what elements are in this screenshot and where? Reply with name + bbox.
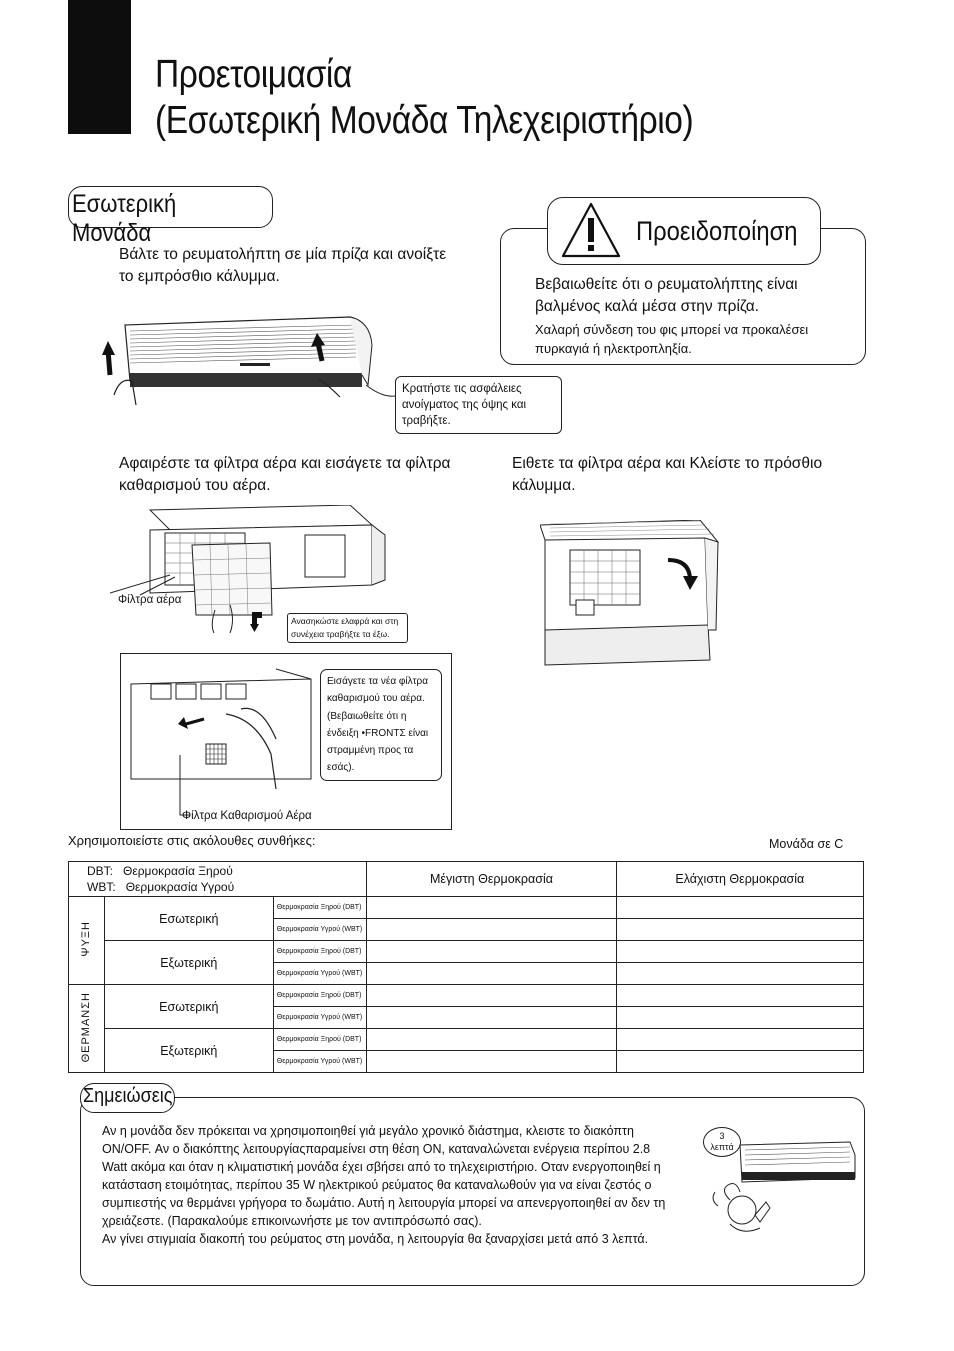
notes-paragraph-1: Αν η μονάδα δεν πρόκειται να χρησιμοποιηθεί γιά μεγάλο χρονικό διάστημα, κλειστε το διακόπτη ON/OFF. Αν ο διακόπτης λειτουργίαςπαραμείνει στη θέση ON, καταναλώνεται ενέργεια περίπου 2.8 Watt ακόμα και όταν η κλιματιστική μονάδα έχει σβήσει από το τηλεχειριστήριο. Οταν ενεργοποιηθεί η κατάσταση ετοιμότητας, περίπου 35 W ηλεκτρικού ρεύματος θα καταναλωθούν για να είναι ζεστός ο συμπιεστής να θερμάνει γρήγορα το δωμάτιο. Αυτή η λειτουργία μπορεί να απενεργοποιηθεί αν δεν τη χρειάζεστε. (Παρακαλούμε επικοινωνήστε με τον αντιπρόσωπό σας). bbox=[102, 1124, 666, 1228]
label-cleaning-filter: Φίλτρα Καθαρισμού Αέρα bbox=[182, 810, 312, 822]
conditions-table bbox=[68, 861, 864, 1073]
cell-value bbox=[616, 919, 863, 941]
conditions-intro: Χρησιμοποιείστε στις ακόλουθες συνθήκες: bbox=[68, 833, 316, 848]
cell-value bbox=[367, 985, 616, 1007]
row-label: Θερμοκρασία Υγρού (WBT) bbox=[273, 1051, 367, 1073]
callout-open-cover: Κρατήστε τις ασφάλειες ανοίγματος της όψης και τραβήξτε. bbox=[395, 376, 562, 434]
legend-cell: DBT: Θερμοκρασία Ξηρού WBT: Θερμοκρασία Υγρού bbox=[69, 862, 367, 897]
cell-value bbox=[367, 1007, 616, 1029]
warning-main-text: Βεβαιωθείτε ότι ο ρευματολήπτης είναι βαλμένος καλά μέσα στην πρίζα. bbox=[535, 276, 798, 315]
cool-outdoor: Εξωτερική bbox=[104, 941, 273, 985]
notes-heading: Σημειώσεις bbox=[80, 1083, 175, 1113]
callout-insert-filter: Εισάγετε τα νέα φίλτρα καθαρισμού του αέρα. (Βεβαιωθείτε ότι η ένδειξη •FRONTΣ είναι στραμμένη προς τα εσάς). bbox=[320, 669, 442, 781]
three-minutes-bubble: 3 λεπτά bbox=[703, 1127, 741, 1157]
cell-value bbox=[367, 1029, 616, 1051]
down-arrow-icon bbox=[250, 610, 270, 634]
mode-cool-cell: ΨΥΞΗ bbox=[69, 897, 105, 985]
warning-detail-text: Χαλαρή σύνδεση του φις μπορεί να προκαλέσει πυρκαγιά ή ηλεκτροπληξία. bbox=[535, 322, 809, 356]
row-label: Θερμοκρασία Ξηρού (DBT) bbox=[273, 897, 367, 919]
row-label: Θερμοκρασία Υγρού (WBT) bbox=[273, 1007, 367, 1029]
step2-text: Αφαιρέστε τα φίλτρα αέρα και εισάγετε τα φίλτρα καθαρισμού του αέρα. bbox=[119, 455, 451, 494]
cell-value bbox=[616, 897, 863, 919]
title-line-2: (Εσωτερική Μονάδα Τηλεχειριστήριο) bbox=[155, 99, 694, 142]
illustration-open-cover bbox=[100, 305, 400, 415]
warning-heading: Προειδοποίηση bbox=[636, 216, 798, 246]
warning-heading-pill bbox=[547, 197, 821, 265]
cell-value bbox=[616, 1029, 863, 1051]
warning-triangle-icon bbox=[560, 200, 622, 260]
conditions-unit: Μονάδα σε C bbox=[769, 837, 844, 851]
illustration-insert-filter bbox=[126, 659, 326, 789]
notes-paragraph-2: Αν γίνει στιγμιαία διακοπή του ρεύματος στη μονάδα, η λειτουργία θα ξαναρχίσει μετά από 3 λεπτά. bbox=[102, 1232, 649, 1246]
notes-text bbox=[102, 1122, 677, 1248]
cell-value bbox=[367, 1051, 616, 1073]
illustration-close-cover bbox=[540, 520, 720, 670]
title-line-1: Προετοιμασία bbox=[155, 53, 352, 96]
cell-value bbox=[367, 919, 616, 941]
indoor-unit-heading: Εσωτερική Μονάδα bbox=[68, 186, 273, 228]
row-label: Θερμοκρασία Υγρού (WBT) bbox=[273, 919, 367, 941]
row-label: Θερμοκρασία Ξηρού (DBT) bbox=[273, 1029, 367, 1051]
mode-heat-cell: ΘΕΡΜΑΝΣΗ bbox=[69, 985, 105, 1073]
cell-value bbox=[616, 985, 863, 1007]
cell-value bbox=[616, 1007, 863, 1029]
leader-line bbox=[170, 755, 190, 820]
step3-text: Ειθετε τα φίλτρα αέρα και Κλείστε το πρόσθιο κάλυμμα. bbox=[512, 455, 823, 494]
heat-indoor: Εσωτερική bbox=[104, 985, 273, 1029]
heat-outdoor: Εξωτερική bbox=[104, 1029, 273, 1073]
cell-value bbox=[616, 963, 863, 985]
row-label: Θερμοκρασία Ξηρού (DBT) bbox=[273, 985, 367, 1007]
cell-value bbox=[616, 941, 863, 963]
cool-indoor: Εσωτερική bbox=[104, 897, 273, 941]
row-label: Θερμοκρασία Υγρού (WBT) bbox=[273, 963, 367, 985]
row-label: Θερμοκρασία Ξηρού (DBT) bbox=[273, 941, 367, 963]
section-tab-marker bbox=[68, 0, 131, 134]
cell-value bbox=[367, 963, 616, 985]
cell-value bbox=[616, 1051, 863, 1073]
illustration-waiting-person bbox=[700, 1140, 865, 1240]
col-max-header: Μέγιστη Θερμοκρασία bbox=[367, 862, 616, 897]
label-air-filters: Φίλτρα αέρα bbox=[118, 594, 182, 606]
cell-value bbox=[367, 941, 616, 963]
callout-lift-filter: Ανασηκώστε ελαφρά και στη συνέχεια τραβήξτε τα έξω. bbox=[287, 613, 408, 643]
cell-value bbox=[367, 897, 616, 919]
col-min-header: Ελάχιστη Θερμοκρασία bbox=[616, 862, 863, 897]
step1-text: Βάλτε το ρευματολήπτη σε μία πρίζα και ανοίξτε το εμπρόσθιο κάλυμμα. bbox=[119, 246, 447, 285]
page-title bbox=[155, 52, 693, 144]
